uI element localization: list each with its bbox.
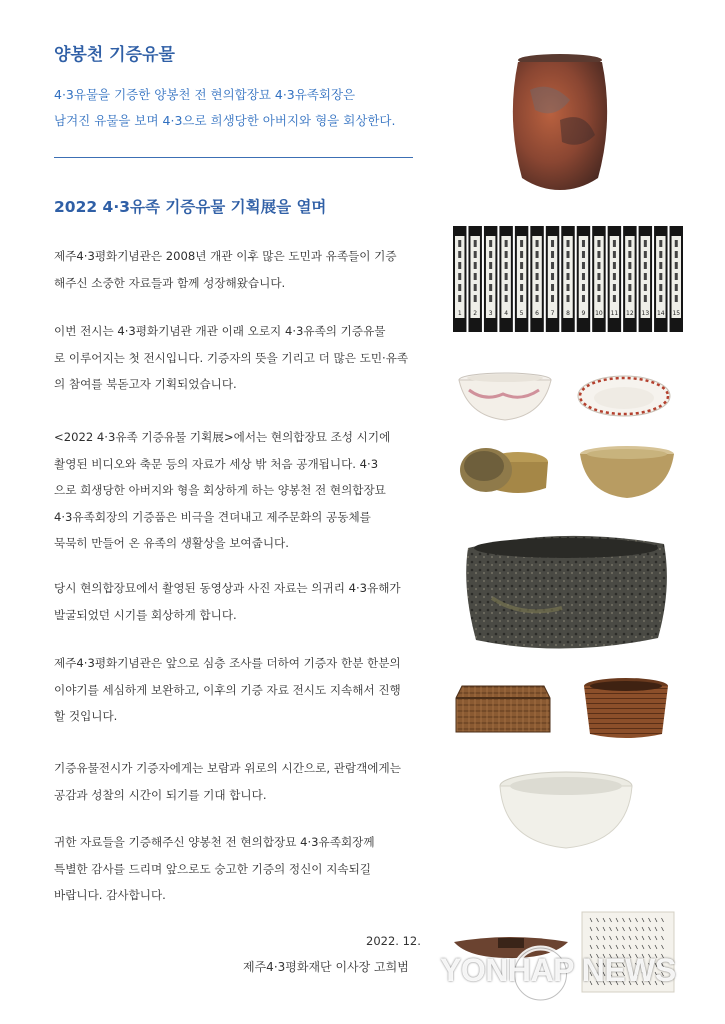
video-tape-writing: [675, 284, 678, 291]
video-tape-number: 4: [504, 310, 509, 317]
intro-line: 4·3유물을 기증한 양봉천 전 현의합장묘 4·3유족회장은: [54, 87, 356, 102]
video-tape-writing: [567, 251, 570, 258]
video-tape-writing: [551, 240, 554, 247]
video-tape-number: 8: [566, 310, 570, 317]
bamboo-basket-image: [580, 676, 672, 742]
video-tape-writing: [567, 284, 570, 291]
video-tape-writing: [628, 240, 631, 247]
video-tape-writing: [505, 240, 508, 247]
video-tape-writing: [520, 251, 523, 258]
porcelain-bowl-image: [455, 372, 555, 424]
white-bowl-image: [496, 770, 636, 852]
video-tape-writing: [675, 251, 678, 258]
video-tape-writing: [613, 251, 616, 258]
preface-date: 2022. 12.: [366, 934, 421, 948]
video-tape-writing: [628, 295, 631, 302]
text-line: 바랍니다. 감사합니다.: [54, 888, 166, 902]
video-tape-writing: [613, 240, 616, 247]
text-line: 으로 희생당한 아버지와 형을 회상하게 하는 양봉천 전 현의합장묘: [54, 483, 386, 497]
video-tape-number: 5: [519, 310, 524, 317]
video-tape-writing: [582, 273, 585, 280]
video-tape-writing: [659, 240, 662, 247]
video-tape-writing: [551, 251, 554, 258]
video-tape-number: 3: [488, 310, 493, 317]
video-tape-writing: [474, 295, 477, 302]
video-tape-writing: [675, 240, 678, 247]
preface-paragraph-5: [54, 650, 416, 730]
video-tape-writing: [582, 251, 585, 258]
video-tape-number: 14: [656, 310, 665, 317]
video-tape-writing: [520, 295, 523, 302]
video-tape-writing: [597, 240, 600, 247]
preface-paragraph-1: [54, 243, 416, 296]
video-tape-writing: [659, 295, 662, 302]
text-line: 특별한 감사를 드리며 앞으로도 숭고한 기증의 정신이 지속되길: [54, 861, 371, 876]
video-tape-writing: [489, 240, 492, 247]
video-tape-writing: [582, 295, 585, 302]
video-tape-writing: [474, 240, 477, 247]
video-tape-writing: [644, 240, 647, 247]
video-tape-number: 9: [581, 310, 586, 317]
video-tape-writing: [613, 284, 616, 291]
video-tape-writing: [474, 284, 477, 291]
stone-mortar-image: [462, 528, 670, 656]
video-tape-writing: [520, 284, 523, 291]
preface-paragraph-4: [54, 575, 416, 628]
preface-paragraph-6: [54, 755, 416, 808]
text-line: 제주4·3평화기념관은 앞으로 심층 조사를 더하여 기증자 한분 한분의: [54, 656, 401, 670]
video-tape-writing: [489, 273, 492, 280]
video-tape-writing: [567, 273, 570, 280]
video-tape-writing: [597, 251, 600, 258]
video-tape-writing: [474, 262, 477, 269]
video-tape-writing: [659, 251, 662, 258]
text-line: 공감과 성찰의 시간이 되기를 기대 합니다.: [54, 787, 267, 802]
video-tape-number: 10: [595, 310, 603, 317]
video-tape-writing: [505, 295, 508, 302]
video-tape-writing: [582, 262, 585, 269]
video-tape-writing: [536, 284, 539, 291]
text-line: 기증유물전시가 기증자에게는 보람과 위로의 시간으로, 관람객에게는: [54, 761, 401, 775]
video-tape-writing: [551, 295, 554, 302]
text-line: 로 이루어지는 첫 전시입니다. 기증자의 뜻을 기리고 더 많은 도민·유족: [54, 350, 409, 365]
video-tape-writing: [659, 273, 662, 280]
video-tape-writing: [613, 273, 616, 280]
video-tape-writing: [458, 284, 461, 291]
video-tape-writing: [505, 284, 508, 291]
video-tape-writing: [675, 262, 678, 269]
video-tape-writing: [489, 295, 492, 302]
video-tape-writing: [458, 262, 461, 269]
text-line: <2022 4·3유족 기증유물 기획展>에서는 현의합장묘 조성 시기에: [54, 430, 391, 444]
video-tape-writing: [582, 240, 585, 247]
video-tape-number: 13: [641, 310, 650, 317]
video-tape-writing: [567, 295, 570, 302]
video-tape-writing: [675, 295, 678, 302]
video-tape-writing: [644, 295, 647, 302]
watermark-text: YONHAP NEWS: [440, 952, 676, 988]
video-tape-writing: [659, 284, 662, 291]
exhibit-title: 양봉천 기증유물: [54, 45, 175, 65]
video-tape-writing: [597, 295, 600, 302]
video-tape-number: 1: [457, 310, 462, 317]
text-line: 4·3유족회장의 기증품은 비극을 견뎌내고 제주문화의 공동체를: [54, 509, 371, 524]
video-tape-writing: [536, 273, 539, 280]
video-tape-writing: [458, 295, 461, 302]
video-tape-number: 15: [672, 310, 681, 317]
brass-bowl-image: [578, 444, 676, 502]
intro-line: 남겨진 유물을 보며 4·3으로 희생당한 아버지와 형을 회상한다.: [54, 113, 396, 128]
video-tape-writing: [489, 262, 492, 269]
video-tape-writing: [582, 284, 585, 291]
video-tape-writing: [489, 251, 492, 258]
text-line: 할 것입니다.: [54, 709, 118, 723]
video-tape-writing: [597, 284, 600, 291]
video-tape-writing: [628, 251, 631, 258]
text-line: 이야기를 세심하게 보완하고, 이후의 기증 자료 전시도 지속해서 진행: [54, 682, 401, 697]
preface-paragraph-3: [54, 424, 416, 557]
video-tape-writing: [458, 273, 461, 280]
text-line: 의 참여를 북돋고자 기획되었습니다.: [54, 377, 237, 391]
text-line: 묵묵히 만들어 온 유족의 생활상을 보여줍니다.: [54, 536, 289, 550]
video-tape-writing: [628, 273, 631, 280]
video-tape-writing: [505, 273, 508, 280]
preface-paragraph-7: [54, 829, 416, 909]
preface-signature: 제주4·3평화재단 이사장 고희범: [243, 960, 409, 974]
video-tape-writing: [474, 251, 477, 258]
video-tape-writing: [644, 262, 647, 269]
video-tape-writing: [567, 240, 570, 247]
video-tapes-image: [452, 224, 684, 336]
video-tape-writing: [597, 262, 600, 269]
video-tape-writing: [613, 262, 616, 269]
video-tape-writing: [628, 262, 631, 269]
video-tape-writing: [536, 251, 539, 258]
video-tape-writing: [675, 273, 678, 280]
exhibit-intro: [54, 82, 434, 134]
video-tape-writing: [520, 273, 523, 280]
text-line: 당시 현의합장묘에서 촬영된 동영상과 사진 자료는 의귀리 4·3유해가: [54, 581, 401, 595]
text-line: 촬영된 비디오와 축문 등의 자료가 세상 밖 처음 공개됩니다. 4·3: [54, 456, 379, 471]
video-tape-writing: [628, 284, 631, 291]
video-tape-writing: [505, 262, 508, 269]
video-tape-writing: [458, 251, 461, 258]
video-tape-writing: [551, 284, 554, 291]
video-tape-writing: [458, 240, 461, 247]
video-tape-writing: [597, 273, 600, 280]
preface-paragraph-2: [54, 318, 416, 398]
text-line: 제주4·3평화기념관은 2008년 개관 이후 많은 도민과 유족들이 기증: [54, 249, 397, 263]
brass-lidded-bowl-image: [456, 440, 552, 502]
video-tape-writing: [644, 284, 647, 291]
video-tape-writing: [520, 240, 523, 247]
video-tape-writing: [474, 273, 477, 280]
bamboo-box-image: [454, 678, 552, 738]
video-tape-writing: [520, 262, 523, 269]
video-tape-writing: [536, 295, 539, 302]
video-tape-writing: [644, 251, 647, 258]
video-tape-number: 12: [626, 310, 634, 317]
text-line: 귀한 자료들을 기증해주신 양봉천 전 현의합장묘 4·3유족회장께: [54, 835, 375, 849]
video-tape-writing: [551, 273, 554, 280]
video-tape-writing: [613, 295, 616, 302]
video-tape-number: 7: [550, 310, 555, 317]
video-tape-writing: [536, 240, 539, 247]
saucer-plate-image: [576, 372, 672, 424]
video-tape-writing: [644, 273, 647, 280]
video-tape-writing: [659, 262, 662, 269]
video-tape-number: 11: [610, 310, 619, 317]
video-tape-writing: [567, 262, 570, 269]
preface-title: 2022 4·3유족 기증유물 기획展을 열며: [54, 198, 327, 216]
text-line: 해주신 소중한 자료들과 함께 성장해왔습니다.: [54, 275, 286, 290]
video-tape-number: 2: [473, 310, 478, 317]
video-tape-writing: [551, 262, 554, 269]
video-tape-writing: [505, 251, 508, 258]
video-tape-writing: [489, 284, 492, 291]
section-divider: [54, 157, 413, 158]
text-line: 발굴되었던 시기를 회상하게 합니다.: [54, 607, 237, 622]
clay-jar-image: [500, 50, 620, 200]
video-tape-writing: [536, 262, 539, 269]
text-line: 이번 전시는 4·3평화기념관 개관 이래 오로지 4·3유족의 기증유물: [54, 324, 386, 338]
video-tape-number: 6: [535, 310, 539, 317]
